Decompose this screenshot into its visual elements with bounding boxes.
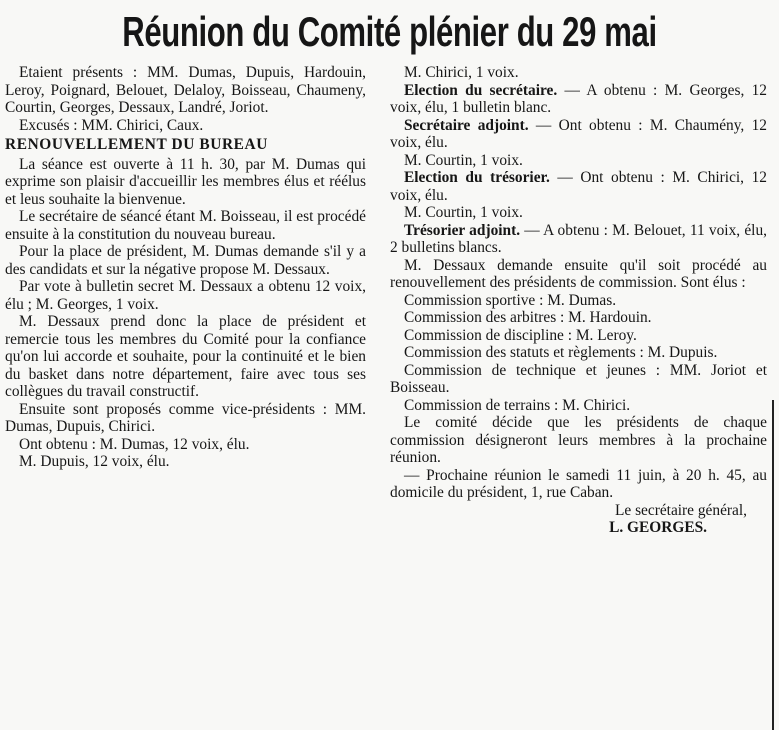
paragraph — [390, 222, 767, 257]
paragraph — [390, 309, 767, 327]
paragraph-text: M. Courtin, 1 voix. — [404, 151, 523, 169]
paragraph-text: Excusés : MM. Chirici, Caux. — [19, 116, 204, 134]
paragraph — [5, 208, 366, 243]
paragraph — [390, 502, 767, 520]
left-column — [5, 64, 366, 471]
paragraph — [5, 313, 366, 401]
paragraph-text: — Prochaine réunion le samedi 11 juin, à 20 h. 45, au domicile du président, 1, rue Caban. — [390, 466, 767, 501]
paragraph — [390, 169, 767, 204]
paragraph-lead: Secrétaire adjoint. — [404, 116, 529, 134]
paragraph — [5, 156, 366, 209]
paragraph-text: M. Dupuis, 12 voix, élu. — [19, 453, 170, 470]
paragraph-text: Le secrétaire général, — [614, 501, 747, 519]
paragraph — [5, 278, 366, 313]
paragraph — [390, 257, 767, 292]
paragraph — [390, 117, 767, 152]
paragraph-text: Commission des statuts et règlements : M. Dupuis. — [404, 344, 718, 361]
article-headline: Réunion du Comité plénier du 29 mai — [122, 8, 657, 55]
paragraph — [390, 414, 767, 467]
paragraph — [390, 152, 767, 170]
paragraph-text: M. Dessaux prend donc la place de président et remercie tous les membres du Comité pour la confiance qu'on lui accorde et souhaite, pour la continuité et le bien du basket dans notre département, faire avec tous ses collègues du travail constructif. — [5, 313, 366, 400]
paragraph-text: Le secrétaire de séancé étant M. Boisseau, il est procédé ensuite à la constitution du nouveau bureau. — [5, 208, 366, 243]
paragraph — [5, 243, 366, 278]
paragraph-lead: Election du trésorier. — [404, 169, 550, 186]
paragraph — [390, 467, 767, 502]
paragraph-text: Ensuite sont proposés comme vice-présidents : MM. Dumas, Dupuis, Chirici. — [5, 400, 366, 435]
paragraph-text: Le comité décide que les présidents de chaque commission désigneront leurs membres à la prochaine réunion. — [390, 414, 767, 466]
paragraph — [5, 436, 366, 454]
paragraph-text: Commission de discipline : M. Leroy. — [404, 326, 637, 344]
paragraph-text: Par vote à bulletin secret M. Dessaux a obtenu 12 voix, élu ; M. Georges, 1 voix. — [5, 278, 366, 313]
paragraph-text: — A obtenu : M. Georges, 12 voix, élu, 1 bulletin blanc. — [390, 81, 767, 116]
paragraph — [390, 204, 767, 222]
paragraph-text: M. Courtin, 1 voix. — [404, 204, 523, 221]
paragraph — [390, 327, 767, 345]
paragraph — [390, 82, 767, 117]
paragraph-text: Commission de terrains : M. Chirici. — [404, 396, 631, 414]
paragraph-text: M. Dessaux demande ensuite qu'il soit procédé au renouvellement des présidents de commission. Sont élus : — [390, 256, 767, 291]
column-rule — [772, 400, 774, 730]
paragraph-text: M. Chirici, 1 voix. — [404, 64, 519, 81]
paragraph-text: Commission de technique et jeunes : MM. Joriot et Boisseau. — [390, 361, 767, 396]
paragraph-text: Pour la place de président, M. Dumas demande s'il y a des candidats et sur la négative propose M. Dessaux. — [5, 243, 366, 278]
paragraph — [390, 292, 767, 310]
paragraph — [390, 64, 767, 82]
paragraph — [390, 397, 767, 415]
paragraph-text: Commission sportive : M. Dumas. — [404, 291, 617, 309]
paragraph-text: — A obtenu : M. Belouet, 11 voix, élu, 2 bulletins blancs. — [390, 221, 767, 256]
paragraph-text: — Ont obtenu : M. Chirici, 12 voix, élu. — [390, 169, 767, 204]
paragraph-text: La séance est ouverte à 11 h. 30, par M. Dumas qui exprime son plaisir d'accueillir les membres élus et réélus et leus souhaite la bienvenue. — [5, 155, 366, 208]
paragraph — [5, 453, 366, 471]
paragraph — [5, 401, 366, 436]
right-column — [390, 64, 767, 537]
paragraph — [390, 344, 767, 362]
paragraph-text: RENOUVELLEMENT DU BUREAU — [5, 136, 268, 153]
paragraph-lead: Election du secrétaire. — [404, 81, 558, 99]
paragraph — [5, 117, 366, 135]
paragraph — [5, 136, 366, 154]
paragraph — [390, 362, 767, 397]
paragraph — [5, 64, 366, 117]
paragraph — [390, 519, 767, 537]
paragraph-lead: Trésorier adjoint. — [404, 221, 521, 239]
paragraph-text: Etaient présents : MM. Dumas, Dupuis, Hardouin, Leroy, Poignard, Belouet, Delaloy, Boisseau, Chaumeny, Courtin, Georges, Dessaux, Landré, Joriot. — [5, 64, 366, 116]
paragraph-text: — Ont obtenu : M. Chaumény, 12 voix, élu. — [390, 116, 767, 151]
paragraph-text: L. GEORGES. — [609, 519, 707, 536]
paragraph-text: Ont obtenu : M. Dumas, 12 voix, élu. — [19, 435, 250, 453]
paragraph-text: Commission des arbitres : M. Hardouin. — [404, 309, 652, 326]
